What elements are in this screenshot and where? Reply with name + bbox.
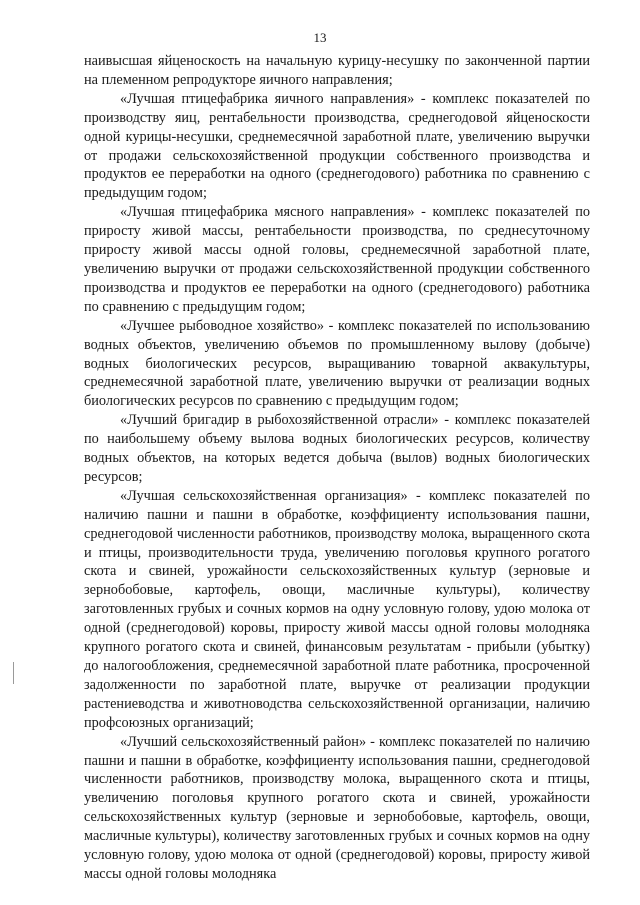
- paragraph-best-agricultural-organization: «Лучшая сельскохозяйственная организация» - комплекс показателей по наличию пашни и пашни в обработке, коэффициенту использования пашни, среднегодовой численности работников, производству молока, выращенного скота и птицы, производительности труда, увеличению поголовья крупного рогатого скота и свиней, урожайности сельскохозяйственных культур (зерновые и зернобобовые, картофель, овощи, масличные культуры), количеству заготовленных грубых и сочных кормов на одну условную голову, удою молока от одной (среднегодовой) коровы, приросту живой массы одной головы молодняка крупного рогатого скота и свиней, финансовым результатам - прибыли (убытку) до налогообложения, среднемесячной заработной плате работника, просроченной задолженности по заработной плате, выручке от реализации продукции растениеводства и животноводства сельскохозяйственной организации, наличию профсоюзных организаций;: [84, 487, 590, 731]
- paragraph-best-egg-poultry-farm: «Лучшая птицефабрика яичного направления» - комплекс показателей по производству яиц, рентабельности производства, среднегодовой яйценоскости одной курицы-несушки, среднемесячной заработной плате, увеличению выручки от продажи сельскохозяйственной продукции собственного производства и продуктов ее переработки на одного (среднегодового) работника по сравнению с предыдущим годом;: [84, 90, 590, 202]
- document-body: [84, 52, 590, 884]
- page-number: 13: [313, 30, 327, 45]
- paragraph-best-agricultural-district: «Лучший сельскохозяйственный район» - комплекс показателей по наличию пашни и пашни в обработке, коэффициенту использования пашни, среднегодовой численности работников, производству молока, выращенного скота и птицы, увеличению поголовья крупного рогатого скота и свиней, урожайности сельскохозяйственных культур (зерновые и зернобобовые, картофель, овощи, масличные культуры), количеству заготовленных грубых и сочных кормов на одну условную голову, удою молока от одной (среднегодовой) коровы, приросту живой массы одной головы молодняка: [84, 733, 590, 882]
- paragraph-best-fishery-foreman: «Лучший бригадир в рыбохозяйственной отрасли» - комплекс показателей по наибольшему объему вылова водных биологических ресурсов, количеству водных объектов, на которых ведется добыча (вылов) водных биологических ресурсов;: [84, 412, 590, 485]
- paragraph-egg-productivity: наивысшая яйценоскость на начальную курицу-несушку по законченной партии на племенном репродукторе яичного направления;: [84, 53, 590, 88]
- paragraph-best-fish-farm: «Лучшее рыбоводное хозяйство» - комплекс показателей по использованию водных объектов, увеличению объемов по промышленному вылову (добыче) водных биологических ресурсов, выращиванию товарной аквакультуры, среднемесячной заработной плате, увеличению выручки от реализации водных биологических ресурсов по сравнению с предыдущим годом;: [84, 317, 590, 410]
- scan-margin-mark: [13, 662, 14, 684]
- paragraph-best-meat-poultry-farm: «Лучшая птицефабрика мясного направления» - комплекс показателей по приросту живой массы, рентабельности производства, по среднесуточному приросту живой массы одной головы, среднемесячной заработной плате, увеличению выручки от продажи сельскохозяйственной продукции собственного производства и продуктов ее переработки на одного (среднегодового) работника по сравнению с предыдущим годом;: [84, 204, 590, 315]
